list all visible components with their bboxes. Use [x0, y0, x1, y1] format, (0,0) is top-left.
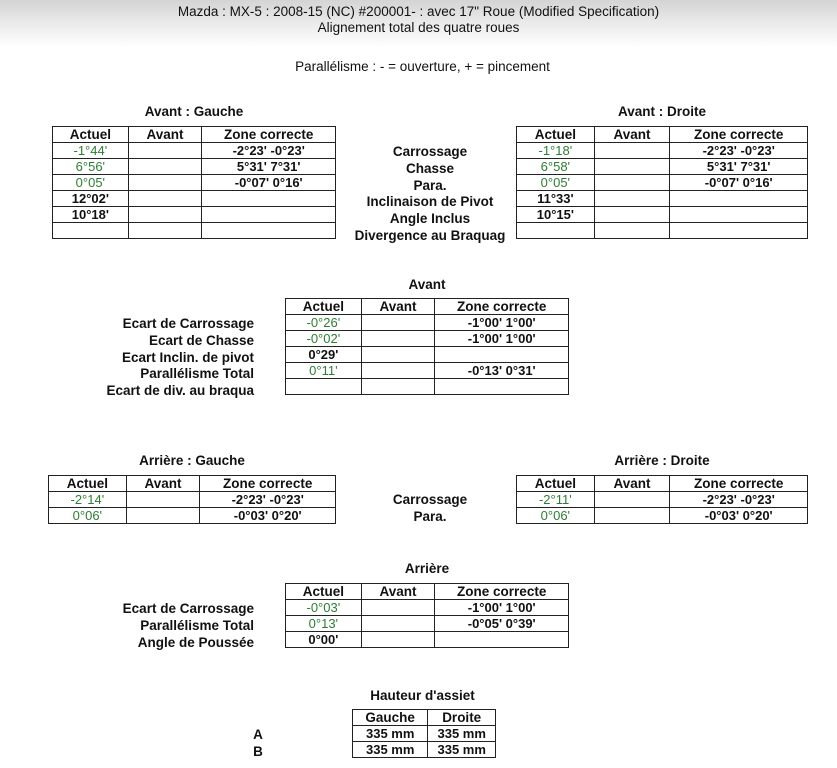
table-row [53, 207, 336, 223]
front-cross-labels [60, 316, 254, 400]
front-cross-title: Avant [408, 277, 446, 292]
spec-range: -0°13' 0°31' [435, 363, 569, 379]
front-left-title: Avant : Gauche [144, 104, 244, 119]
table-row [517, 508, 808, 524]
actual-value: 0°05' [517, 175, 595, 191]
rear-left-title: Arrière : Gauche [139, 453, 245, 468]
label-toe: Para. [413, 177, 447, 193]
col-zone: Zone correcte [200, 476, 336, 492]
spec-range: -0°05' 0°39' [435, 616, 569, 632]
spec-range: -2°23' -0°23' [670, 492, 808, 508]
label-toe-out-diff: Ecart de div. au braqua [106, 383, 254, 399]
ride-height-table [352, 709, 496, 758]
spec-range: -0°07' 0°16' [202, 175, 336, 191]
table-row [286, 363, 569, 379]
label-rear-total-toe: Parallélisme Total [140, 617, 254, 633]
table-row [517, 191, 808, 207]
col-gauche: Gauche [353, 710, 428, 726]
table-row [286, 347, 569, 363]
label-sai: Inclinaison de Pivot [366, 194, 494, 210]
document-title: Mazda : MX-5 : 2008-15 (NC) #200001- : avec 17" Roue (Modified Specification) [177, 4, 660, 19]
table-row [53, 159, 336, 175]
spec-range: -0°03' 0°20' [200, 508, 336, 524]
table-row [517, 175, 808, 191]
table-row [286, 616, 569, 632]
spec-range: -2°23' -0°23' [202, 143, 336, 159]
height-left: 335 mm [353, 742, 428, 758]
spec-range [202, 191, 336, 207]
actual-value: -2°11' [517, 492, 595, 508]
table-row [53, 175, 336, 191]
actual-value: 0°00' [286, 632, 362, 648]
label-total-toe: Parallélisme Total [140, 366, 254, 382]
label-rear-camber: Carrossage [392, 492, 468, 507]
actual-value: -1°44' [53, 143, 129, 159]
table-row [353, 742, 496, 758]
actual-value: 10°18' [53, 207, 129, 223]
actual-value: -0°03' [286, 600, 362, 616]
rear-right-title: Arrière : Droite [614, 453, 710, 468]
col-zone: Zone correcte [435, 584, 569, 600]
table-row [286, 632, 569, 648]
spec-range: -0°07' 0°16' [670, 175, 808, 191]
table-row [286, 315, 569, 331]
actual-value: 0°06' [49, 508, 127, 524]
spec-range [435, 347, 569, 363]
table-row [517, 143, 808, 159]
label-b: B [253, 743, 263, 759]
ride-height-title: Hauteur d'assiet [370, 688, 475, 703]
label-toe-out-on-turns: Divergence au Braquag [354, 227, 506, 243]
actual-value [286, 379, 362, 395]
actual-value: -2°14' [49, 492, 127, 508]
table-row [53, 191, 336, 207]
actual-value [517, 223, 595, 239]
actual-value: 0°29' [286, 347, 362, 363]
actual-value: -1°18' [517, 143, 595, 159]
rear-cross-labels [60, 601, 254, 651]
table-row [49, 492, 336, 508]
front-right-title: Avant : Droite [617, 104, 706, 119]
col-actuel: Actuel [517, 476, 595, 492]
rear-cross-title: Arrière [404, 561, 450, 576]
actual-value [53, 223, 129, 239]
col-droite: Droite [428, 710, 496, 726]
spec-range [202, 223, 336, 239]
col-actuel: Actuel [517, 127, 595, 143]
actual-value: 0°11' [286, 363, 362, 379]
spec-range: -1°00' 1°00' [435, 331, 569, 347]
table-row [517, 223, 808, 239]
actual-value: 11°33' [517, 191, 595, 207]
table-row [517, 492, 808, 508]
col-avant: Avant [361, 584, 435, 600]
col-avant: Avant [594, 127, 670, 143]
col-actuel: Actuel [53, 127, 129, 143]
height-left: 335 mm [353, 726, 428, 742]
height-right: 335 mm [428, 742, 496, 758]
table-row [49, 508, 336, 524]
spec-range [202, 207, 336, 223]
spec-range: -2°23' -0°23' [670, 143, 808, 159]
col-avant: Avant [594, 476, 670, 492]
actual-value: 12°02' [53, 191, 129, 207]
table-row [517, 159, 808, 175]
actual-value: 0°13' [286, 616, 362, 632]
front-left-table [52, 126, 336, 239]
spec-range: 5°31' 7°31' [670, 159, 808, 175]
spec-range: -1°00' 1°00' [435, 600, 569, 616]
spec-range: -2°23' -0°23' [200, 492, 336, 508]
spec-range [435, 379, 569, 395]
col-avant: Avant [128, 127, 202, 143]
table-row [286, 379, 569, 395]
actual-value: -0°26' [286, 315, 362, 331]
actual-value: 0°05' [53, 175, 129, 191]
actual-value: 6°56' [53, 159, 129, 175]
table-row [286, 331, 569, 347]
spec-range [670, 191, 808, 207]
label-caster: Chasse [405, 160, 455, 176]
height-right: 335 mm [428, 726, 496, 742]
label-cross-caster: Ecart de Chasse [148, 332, 254, 348]
toe-legend: Parallélisme : - = ouverture, + = pincement [295, 59, 550, 74]
label-included-angle: Angle Inclus [389, 211, 471, 227]
table-row [53, 223, 336, 239]
spec-range [435, 632, 569, 648]
label-camber: Carrossage [392, 144, 468, 159]
rear-labels [340, 492, 520, 526]
col-avant: Avant [126, 476, 200, 492]
rear-cross-table [285, 583, 569, 648]
spec-range [670, 223, 808, 239]
actual-value: 6°58' [517, 159, 595, 175]
spec-range: -1°00' 1°00' [435, 315, 569, 331]
spec-range: -0°03' 0°20' [670, 508, 808, 524]
label-rear-toe: Para. [413, 508, 447, 524]
actual-value: 0°06' [517, 508, 595, 524]
table-row [353, 726, 496, 742]
label-thrust-angle: Angle de Poussée [137, 634, 254, 650]
col-actuel: Actuel [286, 299, 362, 315]
col-actuel: Actuel [286, 584, 362, 600]
label-cross-camber: Ecart de Carrossage [122, 316, 254, 331]
actual-value: 10°15' [517, 207, 595, 223]
front-cross-table [285, 298, 569, 395]
ride-height-labels [248, 727, 268, 761]
spec-range: 5°31' 7°31' [202, 159, 336, 175]
label-rear-cross-camber: Ecart de Carrossage [122, 601, 254, 616]
col-zone: Zone correcte [202, 127, 336, 143]
table-row [517, 207, 808, 223]
actual-value: -0°02' [286, 331, 362, 347]
rear-right-table [516, 475, 808, 524]
col-zone: Zone correcte [670, 127, 808, 143]
col-zone: Zone correcte [670, 476, 808, 492]
table-row [53, 143, 336, 159]
label-cross-sai: Ecart Inclin. de pivot [121, 349, 254, 365]
table-row [286, 600, 569, 616]
spec-range [670, 207, 808, 223]
front-labels [340, 144, 520, 245]
col-zone: Zone correcte [435, 299, 569, 315]
document-subtitle: Alignement total des quatre roues [317, 20, 520, 35]
col-actuel: Actuel [49, 476, 127, 492]
label-a: A [253, 727, 263, 742]
rear-left-table [48, 475, 336, 524]
front-right-table [516, 126, 808, 239]
col-avant: Avant [361, 299, 435, 315]
